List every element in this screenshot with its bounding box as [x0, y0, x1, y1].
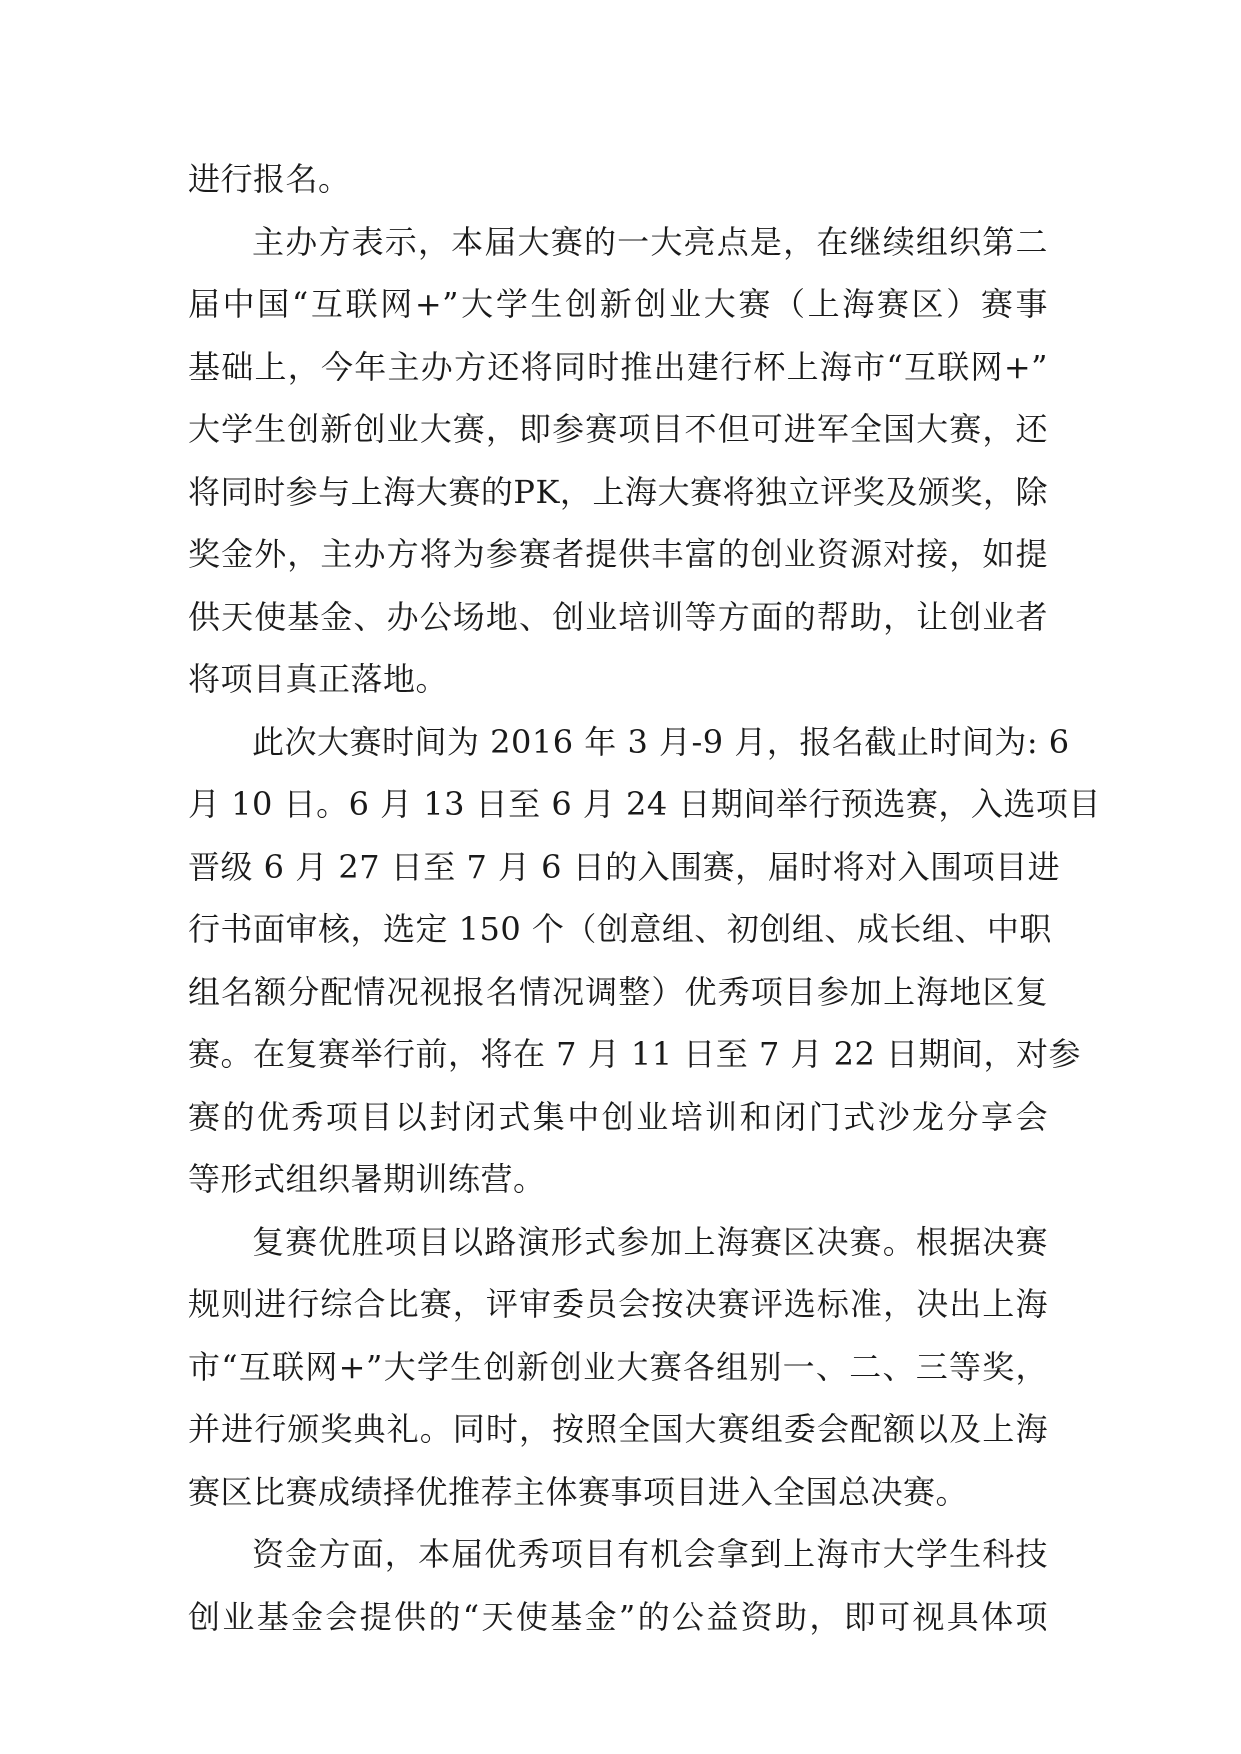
- text-line: 将项目真正落地。: [188, 660, 449, 698]
- text-line: 规则进行综合比赛，评审委员会按决赛评选标准，决出上海: [188, 1285, 1048, 1323]
- paragraph-schedule: [188, 711, 1101, 1211]
- paragraph-highlights: [188, 211, 1048, 711]
- paragraph-finals: [188, 1211, 1048, 1524]
- text-line: 组名额分配情况视报名情况调整）优秀项目参加上海地区复: [188, 972, 1048, 1011]
- text-line: 此次大赛时间为 2016 年 3 月-9 月，报名截止时间为: 6: [252, 722, 1070, 761]
- text-line: 奖金外，主办方将为参赛者提供丰富的创业资源对接，如提: [188, 535, 1048, 573]
- paragraph-funding: [188, 1523, 1048, 1648]
- text-line: 行书面审核，选定 150 个（创意组、初创组、成长组、中职: [188, 910, 1052, 948]
- text-line: 赛区比赛成绩择优推荐主体赛事项目进入全国总决赛。: [188, 1472, 969, 1511]
- text-line: 市“互联网+”大学生创新创业大赛各组别一、二、三等奖，: [188, 1347, 1048, 1386]
- text-line: 基础上，今年主办方还将同时推出建行杯上海市“互联网+”: [188, 347, 1048, 386]
- document-body: [188, 148, 1101, 1648]
- text-line: 晋级 6 月 27 日至 7 月 6 日的入围赛，届时将对入围项目进: [188, 847, 1061, 886]
- paragraph-continuation: [188, 148, 1048, 211]
- text-line: 复赛优胜项目以路演形式参加上海赛区决赛。根据决赛: [252, 1222, 1048, 1261]
- text-line: 等形式组织暑期训练营。: [188, 1160, 546, 1198]
- text-line: 创业基金会提供的“天使基金”的公益资助，即可视具体项: [188, 1597, 1048, 1636]
- text-line: 月 10 日。6 月 13 日至 6 月 24 日期间举行预选赛，入选项目: [188, 785, 1101, 823]
- text-line: 并进行颁奖典礼。同时，按照全国大赛组委会配额以及上海: [188, 1410, 1048, 1448]
- text-line: 大学生创新创业大赛，即参赛项目不但可进军全国大赛，还: [188, 410, 1048, 448]
- text-line: 将同时参与上海大赛的PK，上海大赛将独立评奖及颁奖，除: [188, 472, 1048, 511]
- text-line: 资金方面，本届优秀项目有机会拿到上海市大学生科技: [252, 1535, 1048, 1573]
- text-line: 赛的优秀项目以封闭式集中创业培训和闭门式沙龙分享会: [188, 1097, 1048, 1136]
- text-line: 主办方表示，本届大赛的一大亮点是，在继续组织第二: [252, 222, 1048, 261]
- text-line: 供天使基金、办公场地、创业培训等方面的帮助，让创业者: [188, 597, 1048, 636]
- text-line: 赛。在复赛举行前，将在 7 月 11 日至 7 月 22 日期间，对参: [188, 1035, 1082, 1073]
- text-line: 届中国“互联网+”大学生创新创业大赛（上海赛区）赛事: [188, 285, 1048, 323]
- text-line: 进行报名。: [188, 160, 351, 198]
